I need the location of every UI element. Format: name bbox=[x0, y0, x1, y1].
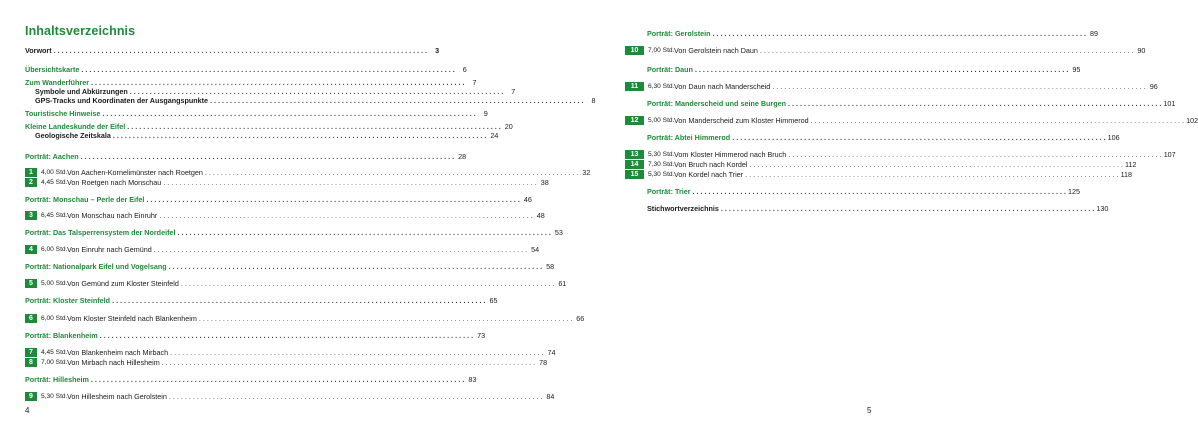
toc-entry[interactable] bbox=[25, 261, 555, 272]
tour-duration: 7,00 Std. bbox=[648, 47, 675, 54]
entry-page: 7 bbox=[511, 87, 516, 96]
page-number-right: 5 bbox=[867, 406, 872, 415]
entry-text: Von Manderscheid zum Kloster Himmerod bbox=[674, 116, 809, 125]
tour-number-badge: 7 bbox=[25, 348, 37, 357]
toc-entry[interactable] bbox=[25, 357, 548, 368]
entry-text: Von Kordel nach Trier bbox=[674, 170, 744, 179]
tour-duration: 6,00 Std. bbox=[41, 315, 68, 322]
tour-duration: 4,45 Std. bbox=[41, 349, 68, 356]
entry-text: Porträt: Daun bbox=[647, 65, 693, 74]
toc-entry[interactable] bbox=[625, 64, 1081, 75]
entry-text: Von Mirbach nach Hillesheim bbox=[67, 358, 160, 367]
entry-text: Zum Wanderführer bbox=[25, 78, 90, 87]
dot-leader bbox=[811, 116, 1184, 125]
toc-entry[interactable] bbox=[25, 95, 596, 106]
tour-duration: 4,00 Std. bbox=[41, 169, 68, 176]
toc-entry[interactable] bbox=[25, 151, 467, 162]
entry-text: Geologische Zeitskala bbox=[35, 131, 111, 140]
tour-number-badge: 8 bbox=[25, 358, 37, 367]
toc-entry[interactable] bbox=[25, 130, 499, 141]
entry-text: Porträt: Das Talsperrensystem der Nordeifel bbox=[25, 228, 176, 237]
tour-number-badge: 1 bbox=[25, 168, 37, 177]
toc-entry[interactable] bbox=[25, 227, 563, 238]
toc-entry[interactable] bbox=[625, 132, 1120, 143]
entry-text: Von Roetgen nach Monschau bbox=[67, 178, 162, 187]
dot-leader bbox=[760, 46, 1133, 55]
entry-page: 53 bbox=[554, 228, 563, 237]
entry-page: 46 bbox=[523, 195, 532, 204]
entry-page: 102 bbox=[1186, 116, 1198, 125]
tour-duration: 5,00 Std. bbox=[648, 117, 675, 124]
entry-page: 90 bbox=[1137, 46, 1146, 55]
tour-number-badge: 12 bbox=[625, 116, 644, 125]
entry-page: 3 bbox=[435, 46, 440, 55]
dot-leader bbox=[721, 204, 1094, 213]
entry-page: 130 bbox=[1096, 204, 1109, 213]
toc-entry[interactable] bbox=[625, 81, 1158, 92]
tour-number-badge: 3 bbox=[25, 211, 37, 220]
entry-page: 66 bbox=[576, 314, 585, 323]
toc-entry[interactable] bbox=[25, 64, 467, 75]
entry-page: 48 bbox=[536, 211, 545, 220]
entry-text: Von Gerolstein nach Daun bbox=[674, 46, 758, 55]
toc-entry[interactable] bbox=[625, 45, 1146, 56]
toc-entry[interactable] bbox=[25, 45, 440, 56]
entry-page: 101 bbox=[1163, 99, 1176, 108]
toc-entry[interactable] bbox=[625, 28, 1098, 39]
entry-page: 73 bbox=[477, 331, 486, 340]
toc-entry[interactable] bbox=[25, 374, 477, 385]
page-title: Inhaltsverzeichnis bbox=[25, 24, 136, 38]
tour-duration: 5,00 Std. bbox=[41, 280, 68, 287]
entry-page: 78 bbox=[539, 358, 548, 367]
tour-number-badge: 10 bbox=[625, 46, 644, 55]
tour-duration: 6,00 Std. bbox=[41, 246, 68, 253]
tour-number-badge: 5 bbox=[25, 279, 37, 288]
toc-entry[interactable] bbox=[25, 194, 532, 205]
tour-number-badge: 2 bbox=[25, 178, 37, 187]
entry-page: 20 bbox=[504, 122, 513, 131]
toc-entry[interactable] bbox=[25, 210, 545, 221]
entry-text: Touristische Hinweise bbox=[25, 109, 101, 118]
entry-text: Vom Kloster Steinfeld nach Blankenheim bbox=[67, 314, 197, 323]
entry-page: 112 bbox=[1124, 160, 1137, 169]
entry-text: Vorwort bbox=[25, 46, 52, 55]
entry-text: Porträt: Hillesheim bbox=[25, 375, 89, 384]
page-number-left: 4 bbox=[25, 406, 30, 415]
tour-duration: 5,30 Std. bbox=[648, 151, 675, 158]
toc-entry[interactable] bbox=[25, 330, 486, 341]
toc-entry[interactable] bbox=[625, 115, 1198, 126]
entry-text: Porträt: Blankenheim bbox=[25, 331, 98, 340]
entry-page: 84 bbox=[546, 392, 555, 401]
tour-number-badge: 11 bbox=[625, 82, 644, 91]
entry-text: Porträt: Kloster Steinfeld bbox=[25, 296, 111, 305]
entry-page: 7 bbox=[472, 78, 477, 87]
entry-page: 38 bbox=[540, 178, 549, 187]
entry-text: Von Blankenheim nach Mirbach bbox=[67, 348, 169, 357]
tour-duration: 7,00 Std. bbox=[41, 359, 68, 366]
entry-page: 83 bbox=[468, 375, 477, 384]
dot-leader bbox=[788, 150, 1161, 159]
entry-page: 6 bbox=[462, 65, 467, 74]
tour-duration: 4,45 Std. bbox=[41, 179, 68, 186]
entry-page: 28 bbox=[458, 152, 467, 161]
entry-text: Porträt: Trier bbox=[647, 187, 691, 196]
entry-text: Porträt: Manderscheid und seine Burgen bbox=[647, 99, 786, 108]
entry-text: Stichwortverzeichnis bbox=[647, 204, 719, 213]
entry-page: 89 bbox=[1089, 29, 1098, 38]
entry-page: 125 bbox=[1067, 187, 1080, 196]
tour-number-badge: 14 bbox=[625, 160, 644, 169]
entry-text: Von Gemünd zum Kloster Steinfeld bbox=[67, 279, 179, 288]
entry-text: Übersichtskarte bbox=[25, 65, 80, 74]
tour-duration: 5,30 Std. bbox=[41, 393, 68, 400]
entry-page: 95 bbox=[1072, 65, 1081, 74]
dot-leader bbox=[788, 99, 1161, 108]
entry-text: Porträt: Abtei Himmerod bbox=[647, 133, 731, 142]
tour-number-badge: 9 bbox=[25, 392, 37, 401]
entry-page: 106 bbox=[1107, 133, 1120, 142]
toc-entry[interactable] bbox=[625, 98, 1176, 109]
dot-leader bbox=[750, 160, 1123, 169]
right-page bbox=[300, 0, 1198, 428]
left-page bbox=[0, 0, 596, 428]
dot-leader bbox=[772, 82, 1145, 91]
entry-text: GPS-Tracks und Koordinaten der Ausgangspunkte bbox=[35, 96, 209, 105]
dot-leader bbox=[732, 133, 1105, 142]
entry-page: 118 bbox=[1120, 170, 1133, 179]
entry-text: Vom Kloster Himmerod nach Bruch bbox=[674, 150, 787, 159]
entry-text: Kleine Landeskunde der Eifel bbox=[25, 122, 126, 131]
tour-duration: 7,30 Std. bbox=[648, 161, 675, 168]
entry-page: 9 bbox=[483, 109, 488, 118]
toc-entry[interactable] bbox=[625, 169, 1133, 180]
tour-number-badge: 13 bbox=[625, 150, 644, 159]
entry-text: Von Einruhr nach Gemünd bbox=[67, 245, 152, 254]
tour-duration: 6,30 Std. bbox=[648, 83, 675, 90]
toc-entry[interactable] bbox=[25, 177, 549, 188]
tour-number-badge: 4 bbox=[25, 245, 37, 254]
entry-text: Porträt: Gerolstein bbox=[647, 29, 711, 38]
entry-text: Porträt: Aachen bbox=[25, 152, 79, 161]
entry-text: Von Aachen-Kornelimünster nach Roetgen bbox=[67, 168, 203, 177]
entry-text: Porträt: Monschau – Perle der Eifel bbox=[25, 195, 145, 204]
toc-entry[interactable] bbox=[25, 313, 585, 324]
toc-entry[interactable] bbox=[25, 244, 540, 255]
entry-page: 58 bbox=[546, 262, 555, 271]
entry-page: 32 bbox=[582, 168, 591, 177]
entry-text: Von Hillesheim nach Gerolstein bbox=[67, 392, 167, 401]
entry-page: 8 bbox=[591, 96, 596, 105]
tour-number-badge: 15 bbox=[625, 170, 644, 179]
toc-entry[interactable] bbox=[25, 391, 555, 402]
tour-duration: 6,45 Std. bbox=[41, 212, 68, 219]
dot-leader bbox=[693, 187, 1066, 196]
entry-page: 61 bbox=[558, 279, 567, 288]
entry-text: Symbole und Abkürzungen bbox=[35, 87, 128, 96]
tour-number-badge: 6 bbox=[25, 314, 37, 323]
toc-entry[interactable] bbox=[25, 278, 567, 289]
entry-page: 74 bbox=[547, 348, 556, 357]
entry-text: Von Daun nach Manderscheid bbox=[674, 82, 771, 91]
toc-entry[interactable] bbox=[25, 108, 488, 119]
entry-text: Porträt: Nationalpark Eifel und Vogelsang bbox=[25, 262, 167, 271]
toc-entry[interactable] bbox=[625, 186, 1080, 197]
dot-leader bbox=[695, 65, 1068, 74]
entry-text: Von Monschau nach Einruhr bbox=[67, 211, 158, 220]
entry-page: 107 bbox=[1163, 150, 1176, 159]
entry-page: 24 bbox=[490, 131, 499, 140]
toc-entry[interactable] bbox=[625, 203, 1109, 214]
entry-text: Von Bruch nach Kordel bbox=[674, 160, 748, 169]
toc-entry[interactable] bbox=[25, 295, 498, 306]
entry-page: 65 bbox=[489, 296, 498, 305]
entry-page: 96 bbox=[1149, 82, 1158, 91]
entry-page: 54 bbox=[531, 245, 540, 254]
dot-leader bbox=[713, 29, 1086, 38]
tour-duration: 5,30 Std. bbox=[648, 171, 675, 178]
dot-leader bbox=[745, 170, 1118, 179]
